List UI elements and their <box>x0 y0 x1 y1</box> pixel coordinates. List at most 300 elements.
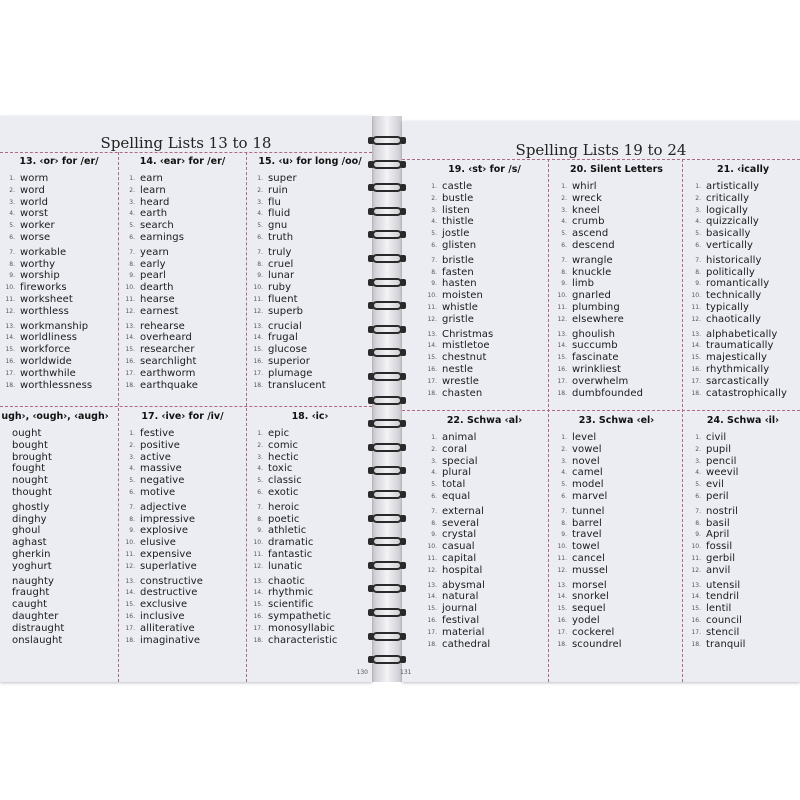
word-number: 16. <box>691 365 701 373</box>
word-text: special <box>442 455 478 467</box>
spiral-ring <box>372 630 402 644</box>
word-text: casual <box>442 541 475 553</box>
word-entry <box>552 364 681 376</box>
word-entry <box>120 368 245 380</box>
word-entry <box>552 444 681 456</box>
word-entry <box>422 352 547 364</box>
spelling-list-15 <box>248 154 372 404</box>
word-entry <box>686 302 800 314</box>
word-entry <box>422 565 547 577</box>
word-number: 6. <box>695 492 701 500</box>
word-text: capital <box>442 552 477 564</box>
word-entry <box>0 270 118 282</box>
word-number: 12. <box>125 562 135 570</box>
word-text: chasten <box>442 387 483 399</box>
word-entry <box>248 306 372 318</box>
word-group <box>248 502 372 573</box>
word-text: kneel <box>572 204 600 216</box>
word-entry <box>686 479 800 491</box>
word-number: 5. <box>257 222 263 230</box>
word-entry <box>120 475 245 487</box>
word-number: 15. <box>5 346 15 354</box>
word-entry <box>0 208 118 220</box>
word-text: characteristic <box>268 634 338 646</box>
word-text: animal <box>442 432 477 443</box>
word-number: 10. <box>557 292 567 300</box>
word-entry <box>120 185 245 197</box>
word-text: chaotically <box>706 313 761 325</box>
word-number: 17. <box>691 628 701 636</box>
word-number: 15. <box>125 601 135 609</box>
word-entry <box>552 456 681 468</box>
word-number: 16. <box>5 357 15 365</box>
word-text: quizzically <box>706 216 759 228</box>
word-number <box>0 561 12 573</box>
word-number: 10. <box>427 543 437 551</box>
word-number: 17. <box>253 624 263 632</box>
spelling-list-19 <box>422 162 547 408</box>
word-number: 15. <box>253 346 263 354</box>
word-text: destructive <box>140 587 198 599</box>
word-entry <box>552 639 681 651</box>
word-number: 9. <box>695 531 701 539</box>
word-number: 7. <box>129 248 135 256</box>
word-text: early <box>140 258 166 270</box>
word-text: several <box>442 517 480 529</box>
word-text: equal <box>442 490 471 502</box>
spiral-ring <box>372 394 402 408</box>
word-text: worse <box>20 231 51 243</box>
word-number: 9. <box>561 280 567 288</box>
word-entry <box>248 220 372 232</box>
page-title: Spelling Lists 13 to 18 <box>100 134 272 152</box>
word-text: fought <box>12 463 46 475</box>
spelling-list-13 <box>0 154 118 404</box>
spelling-list-24 <box>686 413 800 675</box>
word-entry <box>120 452 245 464</box>
word-text: crucial <box>268 320 302 332</box>
spiral-ring <box>372 559 402 573</box>
word-text: natural <box>442 591 479 603</box>
word-number: 13. <box>557 581 567 589</box>
word-number: 4. <box>561 469 567 477</box>
word-number: 5. <box>695 481 701 489</box>
word-text: superlative <box>140 560 197 572</box>
word-text: alliterative <box>140 622 195 634</box>
word-number: 17. <box>253 369 263 377</box>
word-text: festival <box>442 614 480 626</box>
word-entry <box>422 228 547 240</box>
word-entry <box>120 321 245 333</box>
word-entry <box>248 173 372 185</box>
word-number: 17. <box>125 624 135 632</box>
word-text: yoghurt <box>12 560 52 572</box>
word-entry <box>0 232 118 244</box>
word-group <box>422 255 547 326</box>
word-entry <box>552 181 681 193</box>
word-number: 2. <box>129 441 135 449</box>
word-text: tranquil <box>706 638 746 650</box>
word-number: 9. <box>129 272 135 280</box>
word-entry <box>248 502 372 514</box>
word-number: 8. <box>129 515 135 523</box>
word-entry <box>0 440 118 452</box>
list-heading: ugh›, ‹ough›, ‹augh› <box>1 411 109 422</box>
word-group <box>552 432 681 503</box>
word-number: 15. <box>691 354 701 362</box>
word-number: 16. <box>427 616 437 624</box>
word-number: 9. <box>695 280 701 288</box>
word-entry <box>120 561 245 573</box>
word-number <box>0 623 12 635</box>
word-text: cockerel <box>572 626 615 638</box>
word-text: nostril <box>706 505 738 517</box>
word-text: sarcastically <box>706 375 770 387</box>
word-text: gnarled <box>572 290 611 302</box>
word-number: 18. <box>5 381 15 389</box>
word-number: 4. <box>695 469 701 477</box>
word-number: 12. <box>253 562 263 570</box>
word-text: marvel <box>572 490 608 502</box>
word-entry <box>552 627 681 639</box>
spiral-ring <box>372 464 402 478</box>
word-number: 10. <box>125 284 135 292</box>
word-number: 16. <box>691 616 701 624</box>
word-number: 5. <box>431 230 437 238</box>
word-text: fireworks <box>20 282 67 294</box>
word-entry <box>120 623 245 635</box>
word-number: 1. <box>695 434 701 441</box>
word-number <box>0 549 12 561</box>
word-text: vertically <box>706 239 753 251</box>
word-number: 11. <box>253 295 263 303</box>
word-entry <box>686 580 800 592</box>
divider <box>548 159 549 682</box>
spelling-list-17 <box>120 409 245 674</box>
word-text: mistletoe <box>442 340 490 352</box>
word-entry <box>422 278 547 290</box>
word-text: ought <box>12 428 42 439</box>
word-text: ghoul <box>12 525 41 537</box>
word-number: 10. <box>5 284 15 292</box>
word-text: rehearse <box>140 320 185 332</box>
word-number: 7. <box>431 507 437 515</box>
word-entry <box>248 635 372 647</box>
word-text: pearl <box>140 270 167 282</box>
word-entry <box>552 278 681 290</box>
word-text: castle <box>442 181 473 192</box>
word-group <box>686 255 800 326</box>
word-group <box>552 506 681 577</box>
word-text: caught <box>12 599 48 611</box>
divider <box>402 410 800 411</box>
spiral-ring <box>372 582 402 596</box>
spiral-binding <box>368 120 408 660</box>
word-group <box>248 576 372 647</box>
word-number <box>0 537 12 549</box>
word-text: morsel <box>572 579 607 591</box>
spiral-ring <box>372 181 402 195</box>
word-entry <box>0 197 118 209</box>
word-entry <box>0 502 118 514</box>
word-text: workforce <box>20 344 71 356</box>
word-text: listen <box>442 204 470 216</box>
word-number: 3. <box>257 453 263 461</box>
word-text: technically <box>706 290 762 302</box>
word-text: glucose <box>268 344 308 356</box>
word-number <box>0 514 12 526</box>
word-number: 1. <box>431 434 437 441</box>
word-group <box>422 432 547 503</box>
word-text: thought <box>12 486 53 498</box>
word-entry <box>120 270 245 282</box>
word-number: 3. <box>9 198 15 206</box>
word-entry <box>686 290 800 302</box>
word-entry <box>686 240 800 252</box>
word-text: plural <box>442 467 472 479</box>
word-entry <box>0 282 118 294</box>
word-number: 8. <box>695 268 701 276</box>
word-entry <box>422 491 547 503</box>
word-number: 6. <box>561 241 567 249</box>
word-text: material <box>442 626 485 638</box>
word-entry <box>248 537 372 549</box>
word-number: 18. <box>691 640 701 648</box>
word-entry <box>248 344 372 356</box>
word-entry <box>552 491 681 503</box>
word-text: athletic <box>268 525 307 537</box>
word-text: ghostly <box>12 501 50 513</box>
word-text: overheard <box>140 332 192 344</box>
spiral-ring <box>372 606 402 620</box>
word-text: gerbil <box>706 552 736 564</box>
word-entry <box>120 514 245 526</box>
word-text: hearse <box>140 293 175 305</box>
word-text: hasten <box>442 278 477 290</box>
word-entry <box>686 529 800 541</box>
word-group <box>248 247 372 318</box>
word-text: ghoulish <box>572 328 616 340</box>
word-number: 4. <box>561 218 567 226</box>
word-entry <box>552 591 681 603</box>
word-number: 11. <box>427 303 437 311</box>
word-entry <box>686 364 800 376</box>
page-number: 130 <box>356 669 368 676</box>
word-entry <box>120 537 245 549</box>
word-text: abysmal <box>442 579 485 591</box>
word-number: 16. <box>557 616 567 624</box>
word-entry <box>552 255 681 267</box>
word-entry <box>248 623 372 635</box>
word-text: whistle <box>442 301 479 313</box>
word-text: moisten <box>442 290 483 302</box>
word-text: worthy <box>20 258 56 270</box>
word-entry <box>248 332 372 344</box>
spelling-list-22 <box>422 413 547 675</box>
word-text: coral <box>442 443 468 455</box>
word-entry <box>248 208 372 220</box>
word-entry <box>0 587 118 599</box>
page-number: 131 <box>400 669 412 676</box>
word-entry <box>0 332 118 344</box>
word-entry <box>120 306 245 318</box>
word-number: 18. <box>125 636 135 644</box>
word-entry <box>120 208 245 220</box>
word-text: earthworm <box>140 367 196 379</box>
word-entry <box>422 529 547 541</box>
word-text: fasten <box>442 266 474 278</box>
word-number <box>0 611 12 623</box>
word-text: catastrophically <box>706 387 787 399</box>
word-number: 16. <box>557 365 567 373</box>
word-number: 13. <box>253 577 263 585</box>
word-text: nestle <box>442 363 474 375</box>
word-number <box>0 599 12 611</box>
word-text: traumatically <box>706 340 774 352</box>
word-text: towel <box>572 541 600 553</box>
word-text: truly <box>268 246 292 258</box>
word-text: translucent <box>268 379 326 391</box>
spelling-list-18 <box>248 409 372 674</box>
word-text: basically <box>706 228 751 240</box>
word-entry <box>422 290 547 302</box>
word-entry <box>0 487 118 499</box>
list-heading: 22. Schwa ‹al› <box>446 415 523 426</box>
spiral-ring <box>372 205 402 219</box>
word-entry <box>248 475 372 487</box>
word-text: elusive <box>140 537 177 549</box>
word-number: 7. <box>695 256 701 264</box>
word-number: 15. <box>557 605 567 613</box>
word-number: 12. <box>557 566 567 574</box>
word-number: 2. <box>257 441 263 449</box>
word-number: 1. <box>431 183 437 190</box>
word-entry <box>248 514 372 526</box>
word-number: 17. <box>427 628 437 636</box>
word-entry <box>248 487 372 499</box>
word-number: 8. <box>695 519 701 527</box>
word-text: council <box>706 614 743 626</box>
word-text: word <box>20 184 45 196</box>
divider <box>246 152 247 682</box>
word-number: 3. <box>129 453 135 461</box>
word-text: gherkin <box>12 548 51 560</box>
word-entry <box>120 259 245 271</box>
word-entry <box>0 599 118 611</box>
word-text: elsewhere <box>572 313 624 325</box>
word-number: 1. <box>257 430 263 437</box>
word-number: 7. <box>129 503 135 511</box>
word-text: expensive <box>140 548 192 560</box>
spiral-ring <box>372 653 402 667</box>
word-text: superior <box>268 355 310 367</box>
word-text: learn <box>140 184 166 196</box>
spiral-ring <box>372 276 402 290</box>
word-text: yearn <box>140 246 169 258</box>
divider <box>682 159 683 682</box>
word-entry <box>686 340 800 352</box>
word-number: 5. <box>431 481 437 489</box>
word-group <box>120 576 245 647</box>
word-text: fantastic <box>268 548 313 560</box>
word-text: rhythmic <box>268 587 314 599</box>
word-number: 11. <box>125 550 135 558</box>
word-text: wrestle <box>442 375 479 387</box>
word-number: 2. <box>9 186 15 194</box>
word-number: 9. <box>431 531 437 539</box>
word-entry <box>552 432 681 444</box>
word-entry <box>686 627 800 639</box>
word-number: 13. <box>691 581 701 589</box>
word-group <box>248 321 372 392</box>
spiral-ring <box>372 134 402 148</box>
word-number: 7. <box>257 248 263 256</box>
word-number: 11. <box>691 303 701 311</box>
word-text: earth <box>140 208 168 220</box>
word-number: 2. <box>561 194 567 202</box>
word-number: 14. <box>253 334 263 342</box>
word-entry <box>120 380 245 392</box>
word-number <box>0 428 12 440</box>
word-entry <box>552 615 681 627</box>
spelling-list-14 <box>120 154 245 404</box>
word-text: rhythmically <box>706 363 770 375</box>
word-text: dearth <box>140 282 174 294</box>
word-entry <box>686 506 800 518</box>
word-text: super <box>268 173 297 184</box>
word-entry <box>686 267 800 279</box>
word-entry <box>120 332 245 344</box>
word-entry <box>120 247 245 259</box>
word-text: thistle <box>442 216 474 228</box>
word-entry <box>552 467 681 479</box>
word-number: 5. <box>9 222 15 230</box>
word-number <box>0 475 12 487</box>
word-number: 6. <box>129 488 135 496</box>
word-number: 15. <box>253 601 263 609</box>
word-number: 4. <box>257 465 263 473</box>
word-text: whirl <box>572 181 597 192</box>
word-text: dramatic <box>268 537 314 549</box>
list-heading: 23. Schwa ‹el› <box>578 415 655 426</box>
word-entry <box>0 537 118 549</box>
word-number: 16. <box>125 357 135 365</box>
word-entry <box>422 364 547 376</box>
word-entry <box>422 432 547 444</box>
list-heading: 21. ‹ically <box>716 164 770 175</box>
list-heading: 19. ‹st› for /s/ <box>448 164 521 175</box>
word-entry <box>0 452 118 464</box>
word-text: scientific <box>268 599 314 611</box>
word-text: exclusive <box>140 599 188 611</box>
word-entry <box>0 294 118 306</box>
word-entry <box>686 565 800 577</box>
word-text: limb <box>572 278 595 290</box>
word-number: 2. <box>561 445 567 453</box>
list-heading: 17. ‹ive› for /iv/ <box>141 411 224 422</box>
word-number: 10. <box>557 543 567 551</box>
word-entry <box>120 344 245 356</box>
word-text: alphabetically <box>706 328 778 340</box>
word-number <box>0 440 12 452</box>
word-text: crystal <box>442 529 477 541</box>
word-entry <box>120 635 245 647</box>
divider <box>402 159 800 160</box>
word-text: epic <box>268 428 290 439</box>
word-number <box>0 587 12 599</box>
word-entry <box>0 576 118 588</box>
word-text: monosyllabic <box>268 622 335 634</box>
